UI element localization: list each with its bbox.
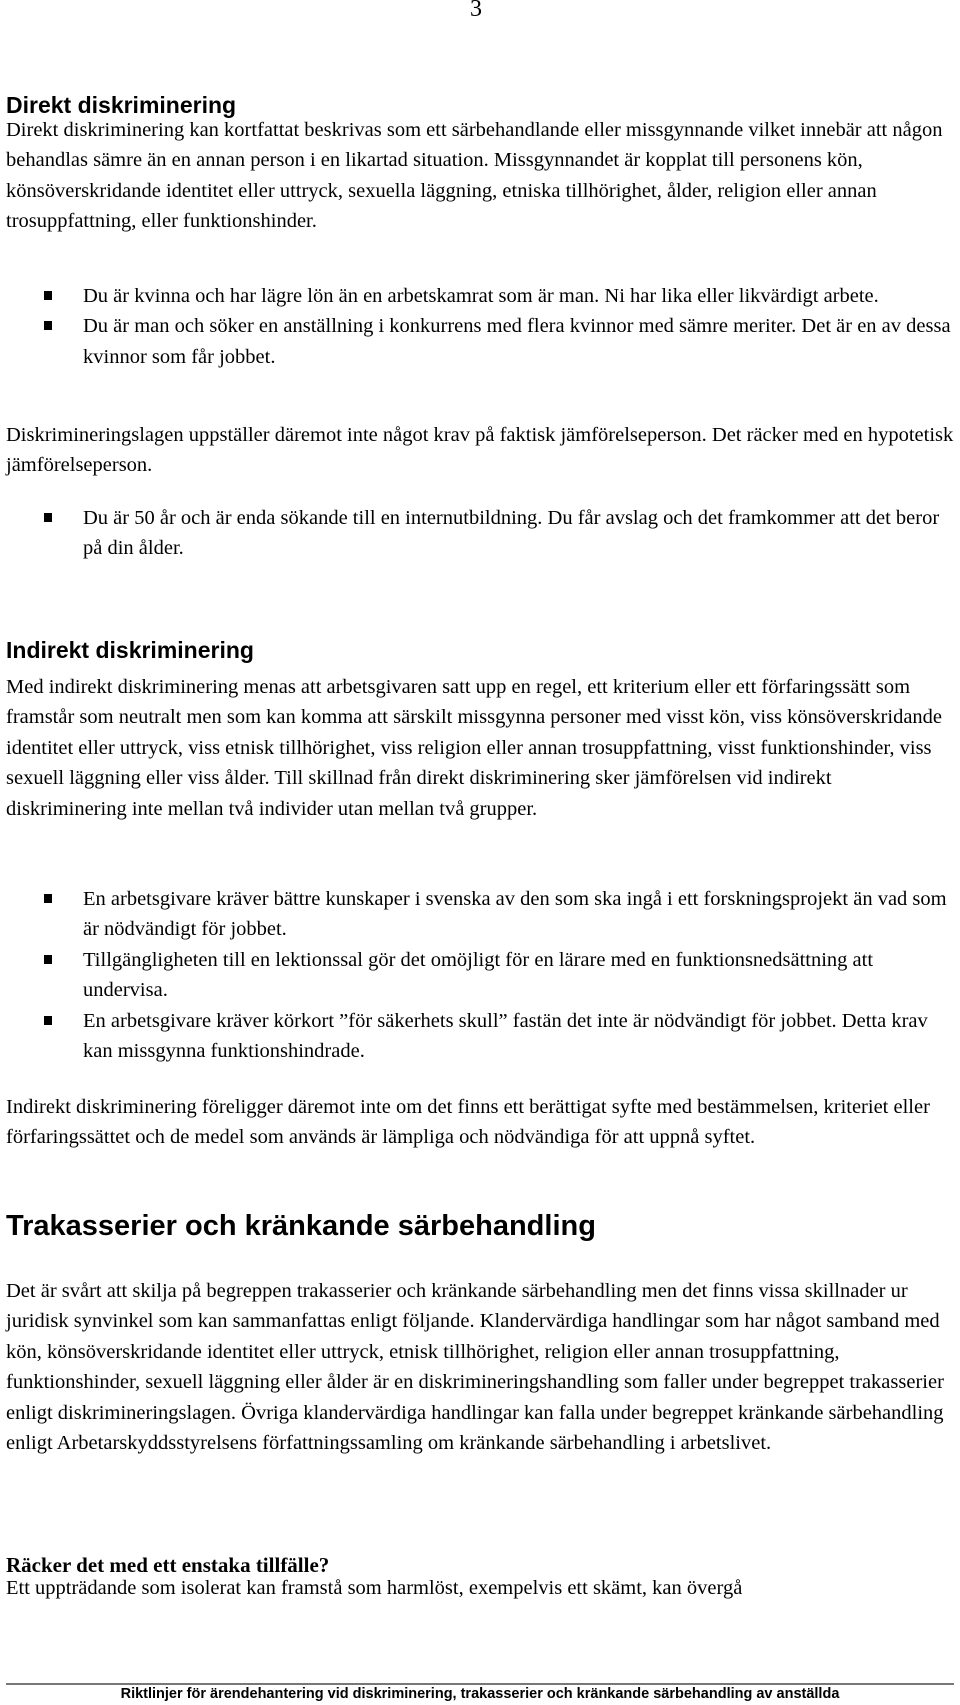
paragraph-direkt-definition: Direkt diskriminering kan kortfattat beskrivas som ett särbehandlande eller missgynnande vilket innebär att någon behandlas sämre än en annan person i en likartad situation. Missgynnandet är kopplat till personens kön, könsöverskridande identitet eller uttryck, sexuella läggning, etniska tillhörighet, ålder, religion eller annan trosuppfattning, eller funktionshinder. <box>6 119 943 233</box>
square-bullet-icon <box>44 894 52 903</box>
square-bullet-icon <box>44 1016 52 1025</box>
paragraph-trakasserier: Det är svårt att skilja på begreppen trakasserier och kränkande särbehandling men det finns vissa skillnader ur juridisk synvinkel som kan sammanfattas enligt följande. Klandervärdiga handlingar som har något samband med kön, könsöverskridande identitet eller uttryck, etnisk tillhörighet, religion eller annan trosuppfattning, funktionshinder, sexuell läggning eller ålder är en diskrimineringshandling som faller under begreppet trakasserier enligt diskrimineringslagen. Övriga klandervärdiga handlingar kan falla under begreppet kränkande särbehandling enligt Arbetarskyddsstyrelsens författningssamling om kränkande särbehandling i arbetslivet. <box>6 1280 944 1455</box>
heading-direkt-diskriminering: Direkt diskriminering <box>6 92 237 118</box>
list-item-text: Du är man och söker en anställning i konkurrens med flera kvinnor med sämre meriter. Det är en av dessa kvinnor som får jobbet. <box>83 315 951 368</box>
list-item-text: En arbetsgivare kräver bättre kunskaper i svenska av den som ska ingå i ett forskningsprojekt än vad som är nödvändigt för jobbet. <box>83 888 947 941</box>
paragraph-indirekt-definition: Med indirekt diskriminering menas att arbetsgivaren satt upp en regel, ett kriterium eller ett förfaringssätt som framstår som neutralt men som kan komma att särskilt missgynna personer med visst kön, viss könsöverskridande identitet eller uttryck, viss etnisk tillhörighet, viss religion eller annan trosuppfattning, visst funktionshinder, viss sexuell läggning eller viss ålder. Till skillnad från direkt diskriminering sker jämförelsen vid indirekt diskriminering inte mellan två individer utan mellan två grupper. <box>6 676 943 820</box>
heading-enstaka-tillfalle: Räcker det med ett enstaka tillfälle? <box>6 1553 330 1577</box>
list-item <box>0 311 954 372</box>
list-item <box>0 945 954 1006</box>
list-item-text: Du är 50 år och är enda sökande till en internutbildning. Du får avslag och det framkommer att det beror på din ålder. <box>83 507 940 560</box>
page-footer: Riktlinjer för ärendehantering vid diskriminering, trakasserier och kränkande särbehandling av anställda <box>120 1686 840 1702</box>
bullet-list-direkt-examples <box>0 281 954 372</box>
list-item-text: Du är kvinna och har lägre lön än en arbetskamrat som är man. Ni har lika eller likvärdigt arbete. <box>83 285 879 307</box>
paragraph-enstaka-tillfalle: Ett uppträdande som isolerat kan framstå som harmlöst, exempelvis ett skämt, kan övergå <box>6 1577 743 1599</box>
heading-trakasserier: Trakasserier och kränkande särbehandling <box>6 1210 596 1242</box>
heading-indirekt-diskriminering: Indirekt diskriminering <box>6 637 254 663</box>
square-bullet-icon <box>44 513 52 522</box>
list-item <box>0 1006 954 1067</box>
bullet-list-indirekt-examples <box>0 884 954 1066</box>
list-item <box>0 281 954 311</box>
square-bullet-icon <box>44 291 52 300</box>
page-number: 3 <box>470 0 482 22</box>
square-bullet-icon <box>44 955 52 964</box>
list-item <box>0 503 954 564</box>
list-item <box>0 884 954 945</box>
list-item-text: Tillgängligheten till en lektionssal gör det omöjligt för en lärare med en funktionsnedsättning att undervisa. <box>83 948 874 1002</box>
paragraph-berattigat-syfte: Indirekt diskriminering föreligger däremot inte om det finns ett berättigat syfte med bestämmelsen, kriteriet eller förfaringssättet och de medel som används är lämpliga och nödvändiga för att uppnå syftet. <box>6 1096 930 1149</box>
paragraph-jamforelseperson: Diskrimineringslagen uppställer däremot inte något krav på faktisk jämförelseperson. Det räcker med en hypotetisk jämförelseperson. <box>6 424 954 477</box>
square-bullet-icon <box>44 321 52 330</box>
footer-divider <box>6 1683 954 1685</box>
list-item-text: En arbetsgivare kräver körkort ”för säkerhets skull” fastän det inte är nödvändigt för jobbet. Detta krav kan missgynna funktionshindrade. <box>83 1009 928 1063</box>
bullet-list-hypotetisk-example <box>0 503 954 564</box>
